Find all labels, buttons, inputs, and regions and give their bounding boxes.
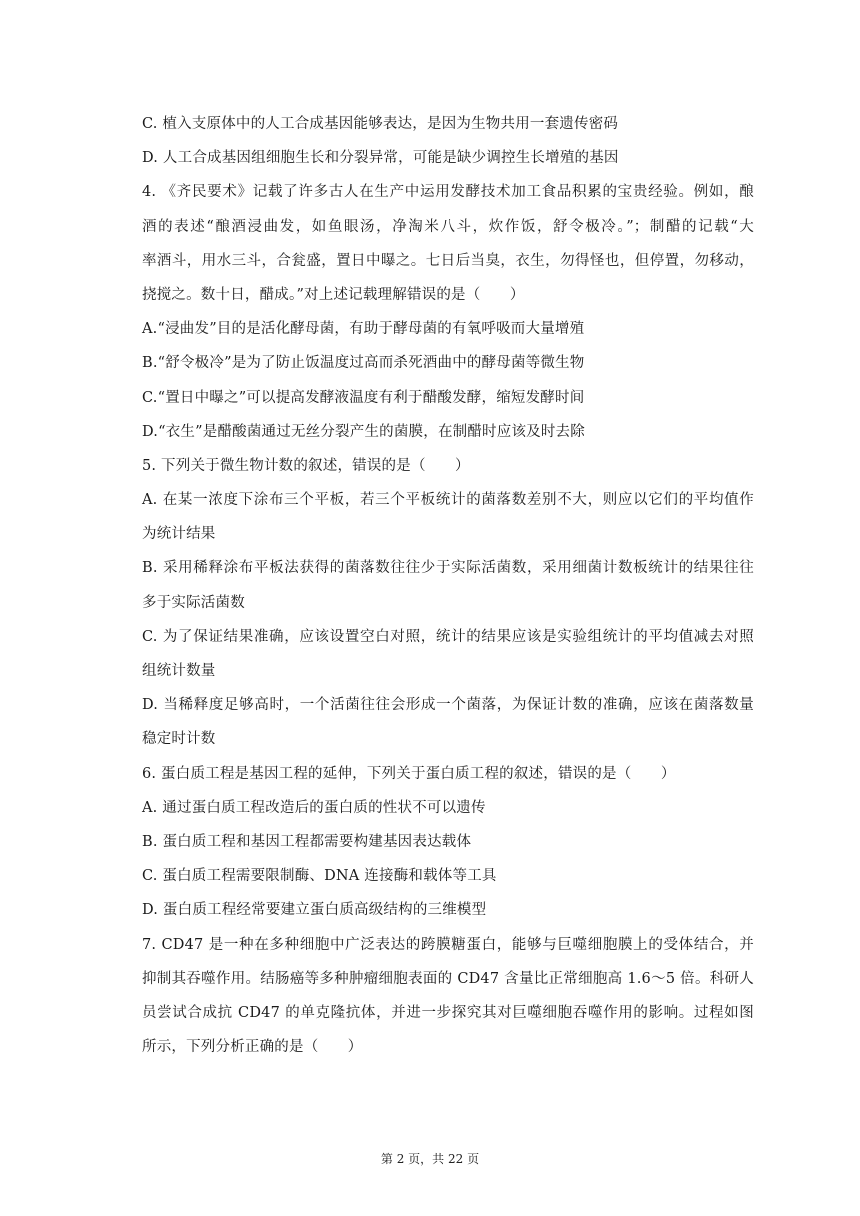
question-7-stem-line-4: 所示，下列分析正确的是（ ） <box>142 1039 363 1056</box>
option-d-q3: D. 人工合成基因组细胞生长和分裂异常，可能是缺少调控生长增殖的基因 <box>142 150 619 167</box>
option-c-q4: C.“置日中曝之”可以提高发酵液温度有利于醋酸发酵，缩短发酵时间 <box>142 389 585 406</box>
question-4-stem-line-3: 率酒斗，用水三斗，合瓮盛，置日中曝之。七日后当臭，衣生，勿得怪也，但停置，勿移动， <box>142 252 754 269</box>
question-7-stem-line-1: 7. CD47 是一种在多种细胞中广泛表达的跨膜糖蛋白，能够与巨噬细胞膜上的受体结合，并 <box>142 936 754 953</box>
question-4-stem-line-4: 挠搅之。数十日，醋成。”对上述记载理解错误的是（ ） <box>142 286 525 303</box>
option-b-q5-line-1: B. 采用稀释涂布平板法获得的菌落数往往少于实际活菌数，采用细菌计数板统计的结果往往 <box>142 560 754 577</box>
option-c-q5-line-1: C. 为了保证结果准确，应该设置空白对照，统计的结果应该是实验组统计的平均值减去对照 <box>142 628 754 645</box>
option-a-q4: A.“浸曲发”目的是活化酵母菌，有助于酵母菌的有氧呼吸而大量增殖 <box>142 321 585 338</box>
option-b-q5-line-2: 多于实际活菌数 <box>142 594 245 611</box>
option-d-q4: D.“衣生”是醋酸菌通过无丝分裂产生的菌膜，在制醋时应该及时去除 <box>142 423 585 440</box>
option-d-q6: D. 蛋白质工程经常要建立蛋白质高级结构的三维模型 <box>142 902 487 919</box>
option-c-q6: C. 蛋白质工程需要限制酶、DNA 连接酶和载体等工具 <box>142 868 497 885</box>
page-number-footer: 第 2 页，共 22 页 <box>380 1152 480 1166</box>
option-d-q5-line-2: 稳定时计数 <box>142 731 216 748</box>
option-c-q5-line-2: 组统计数量 <box>142 663 216 679</box>
option-c-q3: C. 植入支原体中的人工合成基因能够表达，是因为生物共用一套遗传密码 <box>142 116 619 132</box>
option-b-q6: B. 蛋白质工程和基因工程都需要构建基因表达载体 <box>142 833 472 850</box>
question-6-stem: 6. 蛋白质工程是基因工程的延伸，下列关于蛋白质工程的叙述，错误的是（ ） <box>142 765 676 782</box>
question-7-stem-line-3: 员尝试合成抗 CD47 的单克隆抗体，并进一步探究其对巨噬细胞吞噬作用的影响。过程如图 <box>142 1004 754 1021</box>
question-7-stem-line-2: 抑制其吞噬作用。结肠癌等多种肿瘤细胞表面的 CD47 含量比正常细胞高 1.6～5 倍。科研人 <box>142 970 754 987</box>
option-a-q5-line-1: A. 在某一浓度下涂布三个平板，若三个平板统计的菌落数差别不大，则应以它们的平均值作 <box>142 492 754 509</box>
option-a-q6: A. 通过蛋白质工程改造后的蛋白质的性状不可以遗传 <box>142 799 486 816</box>
option-a-q5-line-2: 为统计结果 <box>142 526 216 543</box>
option-b-q4: B.“舒令极冷”是为了防止饭温度过高而杀死酒曲中的酵母菌等微生物 <box>142 355 585 372</box>
question-5-stem: 5. 下列关于微生物计数的叙述，错误的是（ ） <box>142 457 470 474</box>
question-4-stem-line-1: 4. 《齐民要术》记载了许多古人在生产中运用发酵技术加工食品积累的宝贵经验。例如，酿 <box>142 184 754 201</box>
option-d-q5-line-1: D. 当稀释度足够高时，一个活菌往往会形成一个菌落，为保证计数的准确，应该在菌落数量 <box>142 697 754 714</box>
question-4-stem-line-2: 酒的表述“酿酒浸曲发，如鱼眼汤，净淘米八斗，炊作饭，舒令极冷。”；制醋的记载“大 <box>142 218 754 235</box>
page-body <box>142 107 754 1064</box>
